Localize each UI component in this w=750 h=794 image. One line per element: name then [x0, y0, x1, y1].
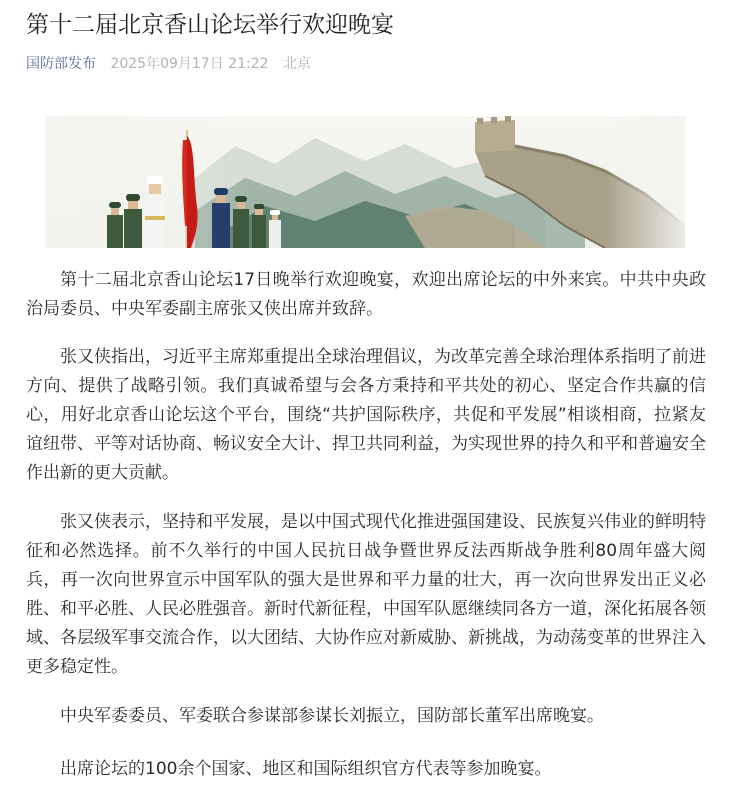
paragraph-2: 张又侠指出，习近平主席郑重提出全球治理倡议，为改革完善全球治理体系指明了前进方向、提供了战略引领。我们真诚希望与会各方秉持和平共处的初心、坚定合作共赢的信心，用好北京香山论坛这个平台，围绕“共护国际秩序，共促和平发展”相谈相商，拉紧友谊纽带、平等对话协商、畅议安全大计、捍卫共同利益，为实现世界的持久和平和普遍安全作出新的更大贡献。: [26, 347, 706, 483]
paragraph-4: 中央军委委员、军委联合参谋部参谋长刘振立，国防部长董军出席晚宴。: [60, 706, 604, 726]
banner-image: [45, 116, 685, 248]
banner-illustration: [45, 116, 685, 248]
article-title: 第十二届北京香山论坛举行欢迎晚宴: [26, 12, 394, 38]
publish-location: 北京: [282, 56, 311, 72]
publish-time: 2025年09月17日 21:22: [110, 56, 269, 72]
paragraph-1: 第十二届北京香山论坛17日晚举行欢迎晚宴，欢迎出席论坛的中外来宾。中共中央政治局委员、中央军委副主席张又侠出席并致辞。: [26, 270, 706, 319]
article-meta: [26, 54, 311, 74]
paragraph-3: 张又侠表示，坚持和平发展，是以中国式现代化推进强国建设、民族复兴伟业的鲜明特征和必然选择。前不久举行的中国人民抗日战争暨世界反法西斯战争胜利80周年盛大阅兵，再一次向世界宣示中国军队的强大是世界和平力量的壮大，再一次向世界发出正义必胜、和平必胜、人民必胜强音。新时代新征程，中国军队愿继续同各方一道，深化拓展各领域、各层级军事交流合作，以大团结、大协作应对新威胁、新挑战，为动荡变革的世界注入更多稳定性。: [26, 512, 706, 677]
source-link[interactable]: 国防部发布: [26, 56, 96, 72]
paragraph-5: 出席论坛的100余个国家、地区和国际组织官方代表等参加晚宴。: [60, 759, 552, 779]
